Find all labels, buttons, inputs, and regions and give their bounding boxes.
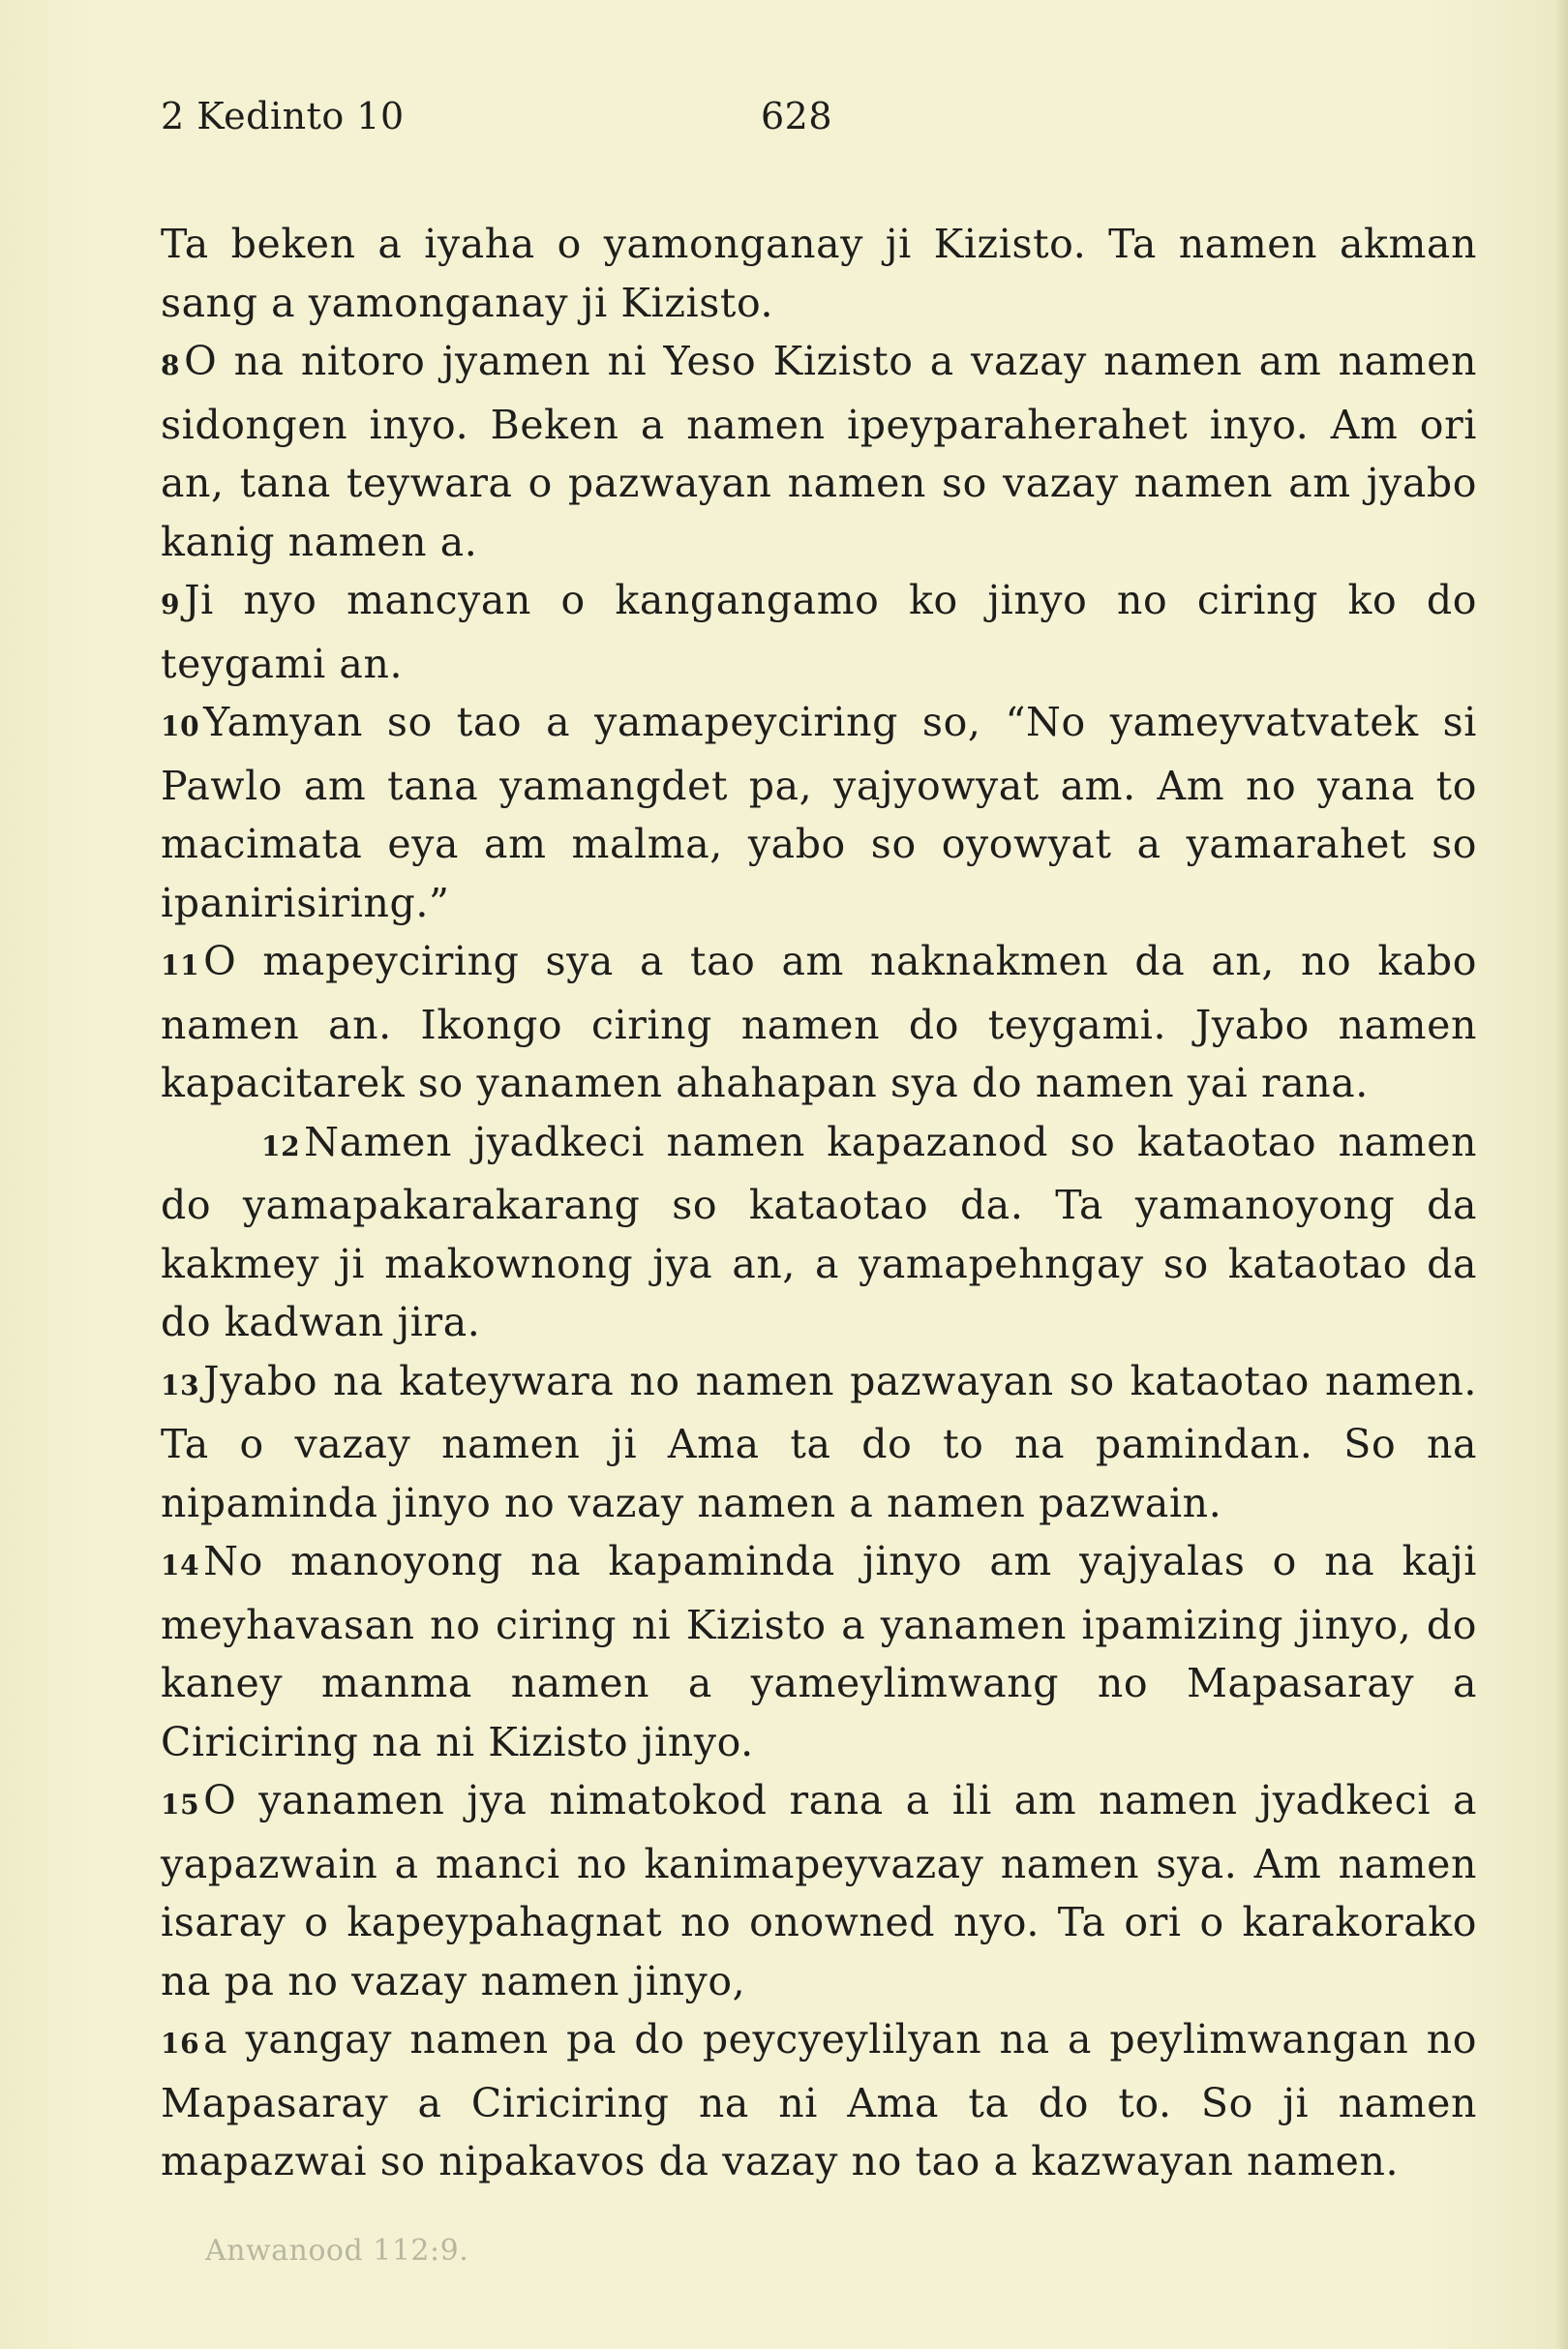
book-chapter-title: 2 Kedinto 10 <box>161 95 405 137</box>
scripture-text <box>161 215 1477 2191</box>
verse-11 <box>161 932 1477 1113</box>
verse-8 <box>161 332 1477 571</box>
verse-text: Yamyan so tao a yamapeyciring so, “No yameyvatvatek si Pawlo am tana yamangdet pa, yajyowyat am. Am no yana to macimata eya am malma, yabo so oyowyat a yamarahet so ipanirisiring.” <box>161 699 1477 926</box>
page-spine-shadow <box>1554 0 1568 2349</box>
verse-text: a yangay namen pa do peycyeylilyan na a peylimwangan no Mapasaray a Ciriciring na ni Ama ta do to. So ji namen mapazwai so nipakavos da vazay no tao a kazwayan namen. <box>161 2016 1477 2184</box>
verse-16 <box>161 2010 1477 2191</box>
verse-number: 9 <box>161 588 181 620</box>
verse-text: Ta beken a iyaha o yamonganay ji Kizisto. Ta namen akman sang a yamonganay ji Kizisto. <box>161 221 1477 326</box>
verse-text: Jyabo na kateywara no namen pazwayan so kataotao namen. Ta o vazay namen ji Ama ta do to na pamindan. So na nipaminda jinyo no vazay namen a namen pazwain. <box>161 1357 1477 1526</box>
verse-15 <box>161 1771 1477 2010</box>
verse-9 <box>161 571 1477 693</box>
page-header <box>161 95 833 137</box>
verse-text: O na nitoro jyamen ni Yeso Kizisto a vazay namen am namen sidongen inyo. Beken a namen ipeyparaherahet inyo. Am ori an, tana teywara o pazwayan namen so vazay namen am jyabo kanig namen a. <box>161 338 1477 565</box>
verse-number: 10 <box>161 710 200 742</box>
verse-13 <box>161 1352 1477 1533</box>
verse-10 <box>161 693 1477 932</box>
verse-12 <box>161 1113 1477 1352</box>
verse-number: 15 <box>161 1789 200 1821</box>
bleed-through-footnote: Anwanood 112:9. <box>205 2234 469 2268</box>
verse-continuation <box>161 215 1477 332</box>
verse-number: 14 <box>161 1550 200 1581</box>
verse-text: Namen jyadkeci namen kapazanod so kataotao namen do yamapakarakarang so kataotao da. Ta yamanoyong da kakmey ji makownong jya an, a yamapehngay so kataotao da do kadwan jira. <box>161 1118 1477 1345</box>
verse-number: 8 <box>161 349 181 381</box>
verse-text: O mapeyciring sya a tao am naknakmen da an, no kabo namen an. Ikongo ciring namen do teygami. Jyabo namen kapacitarek so yanamen ahahapan sya do namen yai rana. <box>161 938 1477 1106</box>
verse-text: No manoyong na kapaminda jinyo am yajyalas o na kaji meyhavasan no ciring ni Kizisto a yanamen ipamizing jinyo, do kaney manma namen a yameylimwang no Mapasaray a Ciriciring na ni Kizisto jinyo. <box>161 1538 1477 1765</box>
page-number: 628 <box>761 95 833 137</box>
verse-number: 16 <box>161 2028 200 2060</box>
verse-number: 13 <box>161 1369 200 1401</box>
verse-number: 11 <box>161 949 200 981</box>
verse-text: O yanamen jya nimatokod rana a ili am namen jyadkeci a yapazwain a manci no kanimapeyvazay namen sya. Am namen isaray o kapeypahagnat no onowned nyo. Ta ori o karakorako na pa no vazay namen jinyo, <box>161 1777 1477 2004</box>
verse-number: 12 <box>261 1129 301 1162</box>
verse-text: Ji nyo mancyan o kangangamo ko jinyo no ciring ko do teygami an. <box>161 577 1477 687</box>
verse-14 <box>161 1532 1477 1771</box>
